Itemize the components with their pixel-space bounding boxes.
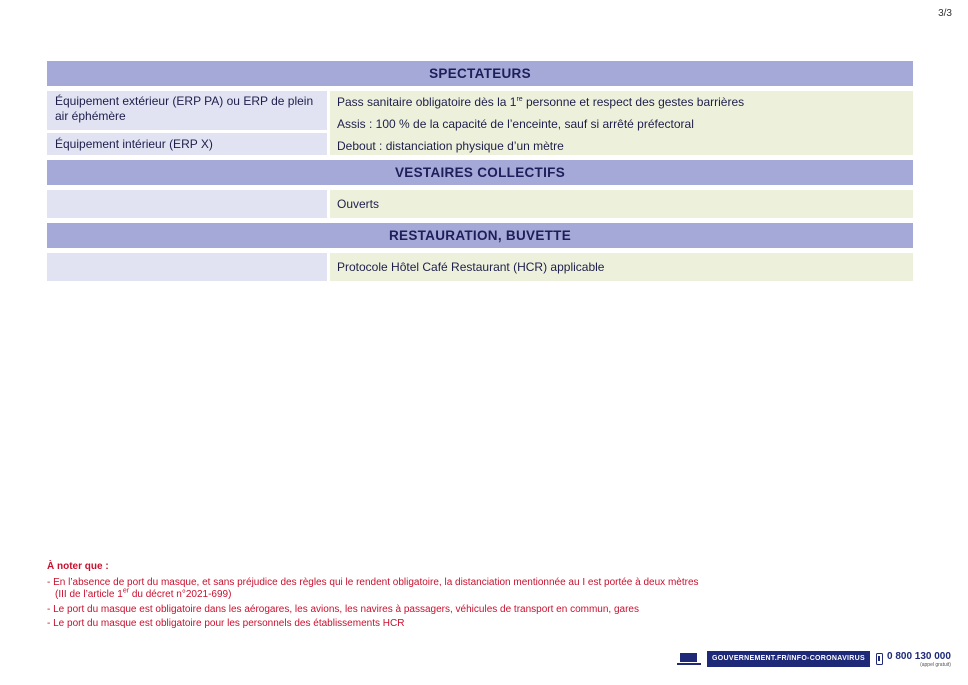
restauration-left	[47, 253, 327, 281]
spectateurs-left	[47, 91, 327, 155]
restauration-row	[47, 253, 913, 281]
pass-sanitaire-sup: re	[516, 96, 523, 103]
gov-info-link[interactable]: GOUVERNEMENT.FR/INFO-CORONAVIRUS	[707, 651, 870, 667]
section-header-spectateurs: SPECTATEURS	[47, 61, 913, 86]
rules-table	[47, 61, 913, 281]
note-decret-sup: er	[122, 587, 130, 595]
restauration-rule: Protocole Hôtel Café Restaurant (HCR) applicable	[330, 253, 913, 281]
equipement-interieur-label: Équipement intérieur (ERP X)	[47, 133, 327, 155]
section-header-restauration: RESTAURATION, BUVETTE	[47, 223, 913, 248]
notes-title: À noter que :	[47, 561, 109, 572]
note-masque-transport: - Le port du masque est obligatoire dans les aérogares, les avions, les navires à passagers, véhicules de transport en commun, gares	[47, 603, 639, 615]
vestiaires-rule: Ouverts	[330, 190, 913, 218]
note-distanciation-text: - En l’absence de port du masque, et sans préjudice des règles qui le rendent obligatoire, la distanciation mentionnée au I est portée à deux mètres	[47, 576, 699, 588]
phone-number[interactable]: 0 800 130 000	[886, 650, 951, 662]
pass-sanitaire-post: personne et respect des gestes barrières	[522, 95, 745, 109]
pass-sanitaire-text	[337, 95, 906, 117]
note-decret-pre: (III de l’article 1	[55, 589, 123, 600]
phone-note: (appel gratuit)	[920, 661, 951, 668]
assis-text: Assis : 100 % de la capacité de l’enceinte, sauf si arrêté préfectoral	[337, 117, 694, 131]
note-decret-ref	[47, 589, 927, 602]
section-header-vestiaires: VESTAIRES COLLECTIFS	[47, 160, 913, 185]
vestiaires-row	[47, 190, 913, 218]
vestiaires-left	[47, 190, 327, 218]
phone-number-block	[887, 651, 951, 668]
spectateurs-row	[47, 91, 913, 155]
note-distanciation	[47, 577, 927, 602]
laptop-icon	[677, 653, 701, 665]
notes-block	[47, 561, 927, 633]
phone-icon	[876, 653, 883, 665]
pass-sanitaire-pre: Pass sanitaire obligatoire dès la 1	[337, 95, 517, 109]
footer	[677, 651, 951, 667]
note-masque-hcr: - Le port du masque est obligatoire pour les personnels des établissements HCR	[47, 618, 405, 629]
spectateurs-rules	[330, 91, 913, 155]
note-decret-post: du décret n°2021-699)	[129, 589, 232, 600]
page-number: 3/3	[938, 8, 952, 19]
debout-text: Debout : distanciation physique d’un mètre	[337, 139, 564, 153]
equipement-exterieur-label: Équipement extérieur (ERP PA) ou ERP de plein air éphémère	[47, 91, 327, 130]
